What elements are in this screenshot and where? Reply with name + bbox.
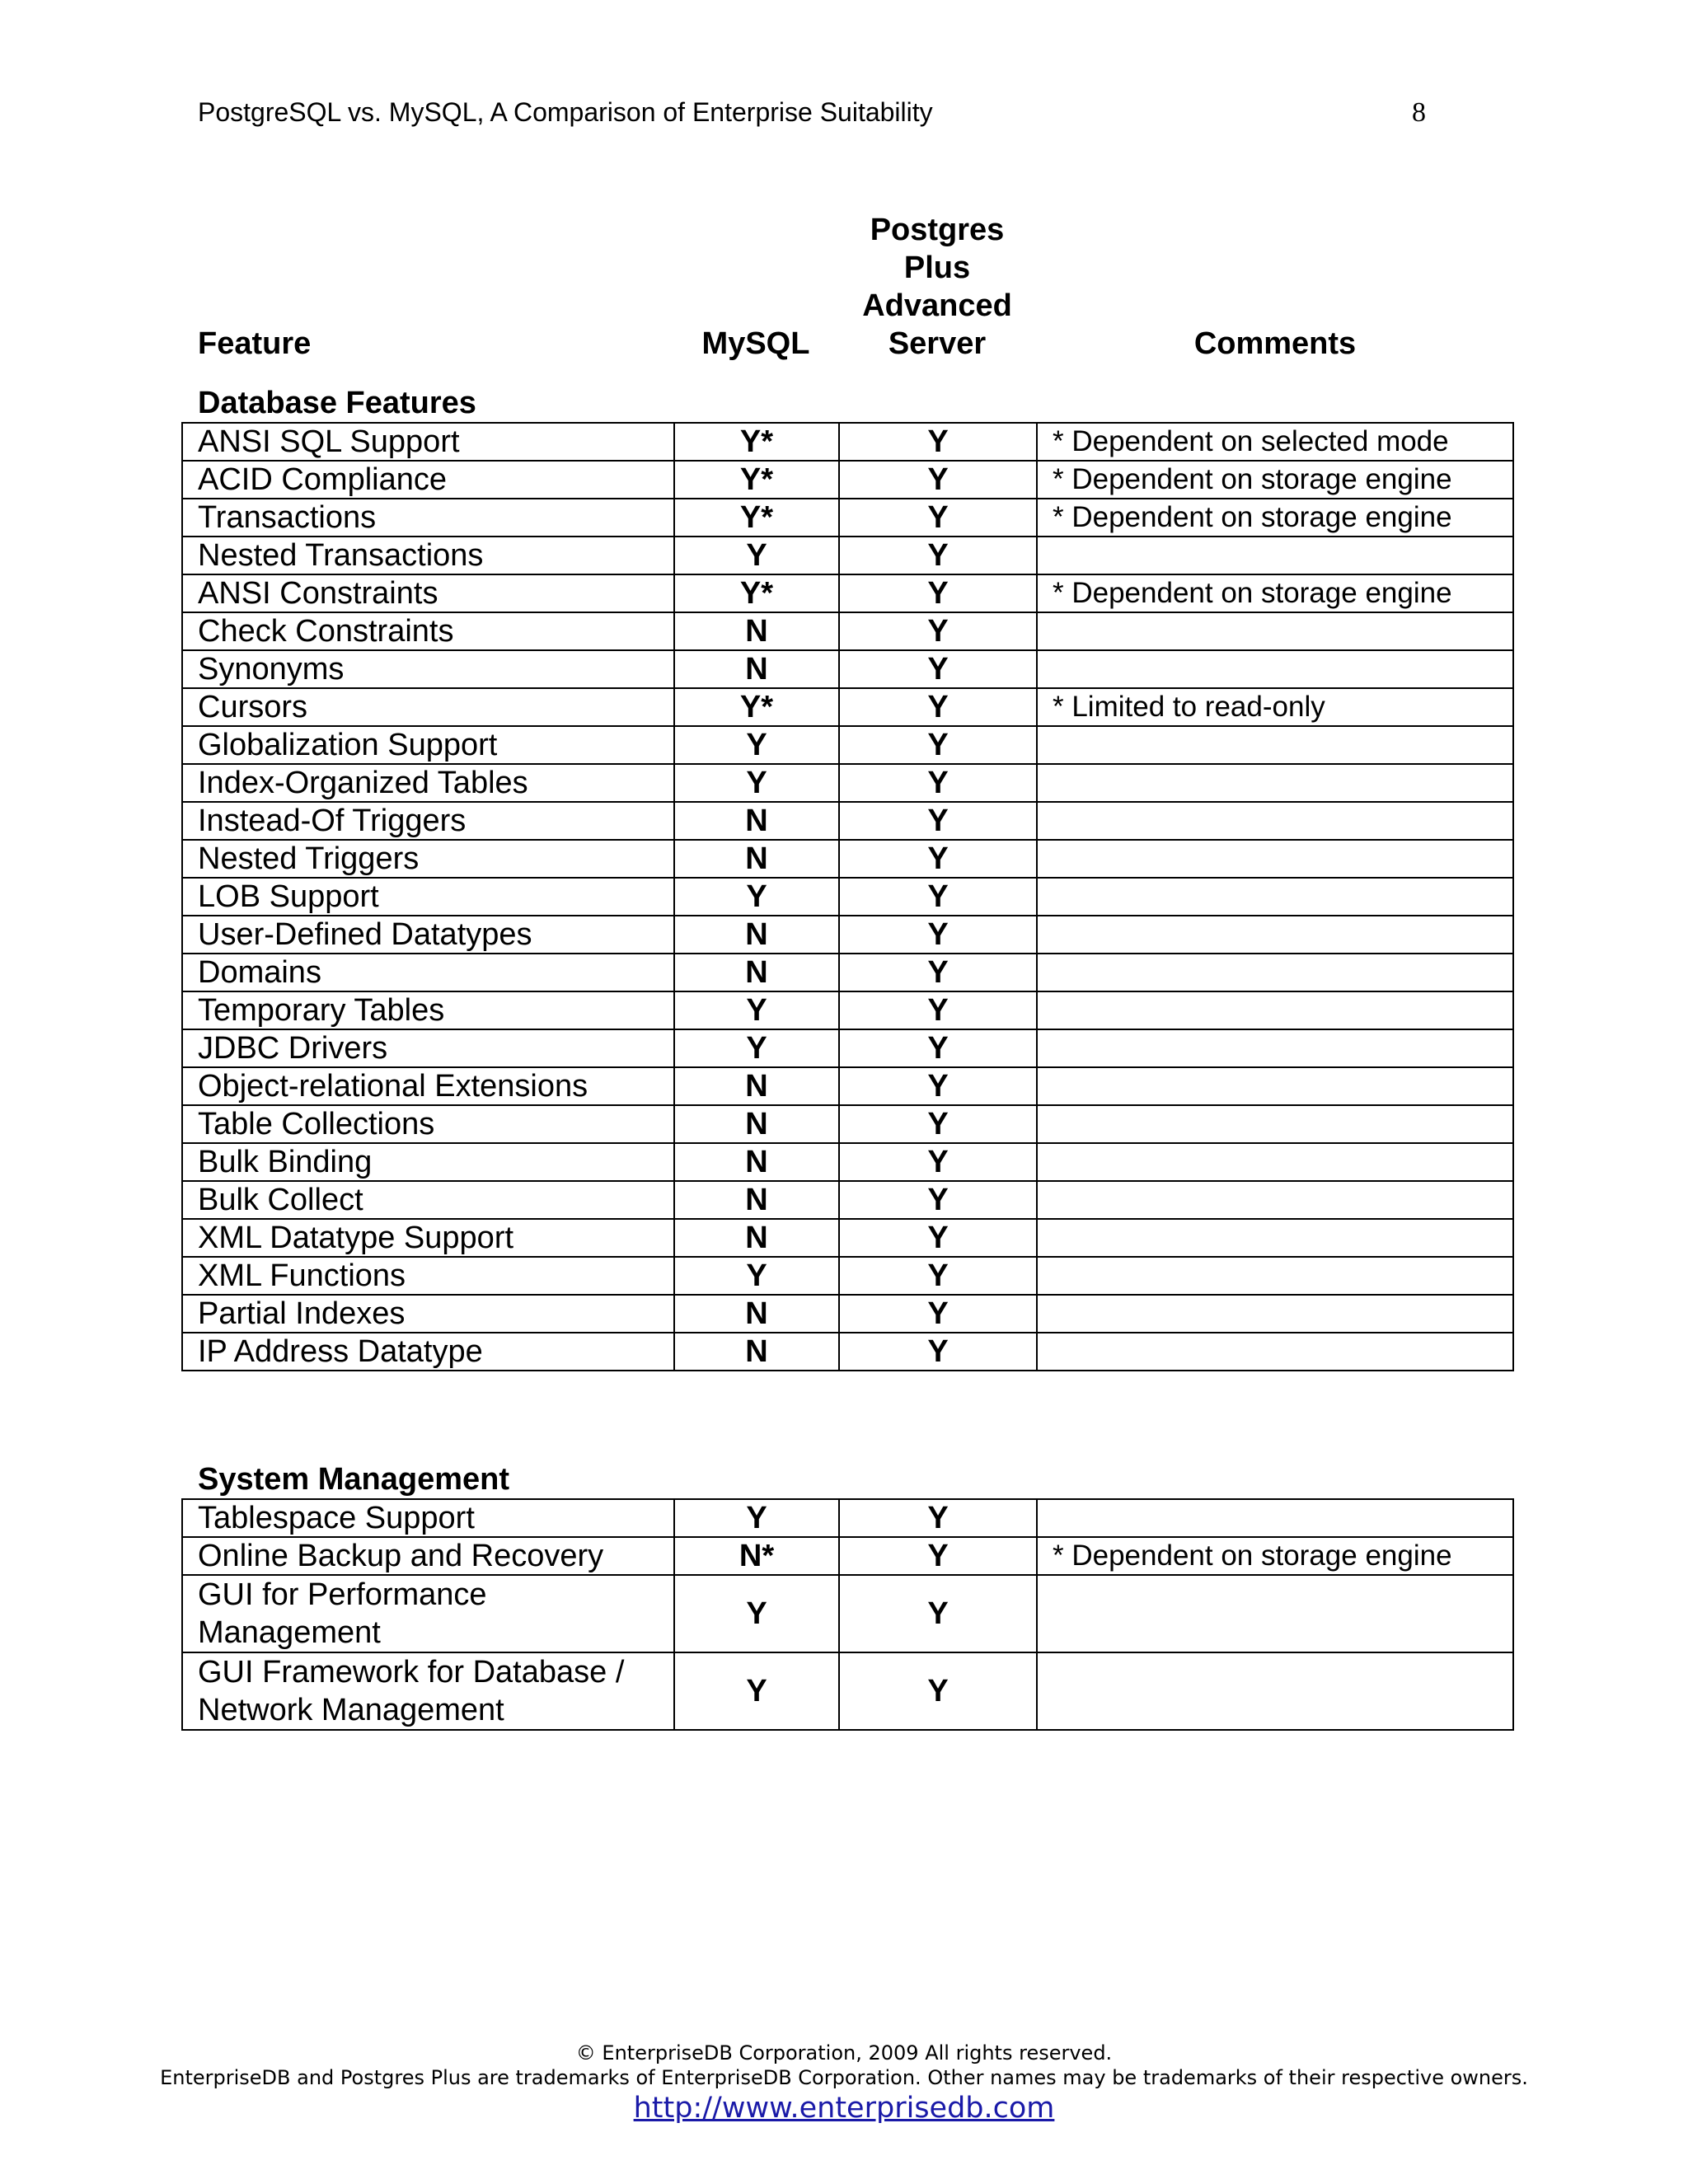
table-row	[182, 1257, 1513, 1295]
table-row	[182, 1181, 1513, 1219]
table-row	[182, 991, 1513, 1029]
table-row	[182, 1499, 1513, 1537]
table-row	[182, 650, 1513, 688]
comment-cell	[1037, 1333, 1513, 1371]
column-header-line: Server	[888, 326, 987, 361]
postgres-plus-value-cell: Y	[839, 1181, 1037, 1219]
postgres-plus-value-cell: Y	[839, 499, 1037, 537]
table-row	[182, 1537, 1513, 1575]
mysql-value-cell: N	[674, 954, 839, 991]
comment-cell	[1037, 612, 1513, 650]
mysql-value-cell: N	[674, 650, 839, 688]
comment-cell	[1037, 1029, 1513, 1067]
postgres-plus-value-cell: Y	[839, 1257, 1037, 1295]
postgres-plus-value-cell: Y	[839, 612, 1037, 650]
table-row	[182, 726, 1513, 764]
running-header	[198, 97, 1434, 135]
feature-cell: ANSI Constraints	[182, 574, 674, 612]
comment-cell	[1037, 802, 1513, 840]
column-header-line: Advanced	[862, 288, 1012, 323]
postgres-plus-value-cell: Y	[839, 840, 1037, 878]
document-title: PostgreSQL vs. MySQL, A Comparison of Enterprise Suitability	[198, 97, 933, 127]
feature-cell: Temporary Tables	[182, 991, 674, 1029]
table-row	[182, 499, 1513, 537]
postgres-plus-value-cell: Y	[839, 1333, 1037, 1371]
feature-cell: Tablespace Support	[182, 1499, 674, 1537]
feature-cell: XML Datatype Support	[182, 1219, 674, 1257]
postgres-plus-value-cell: Y	[839, 688, 1037, 726]
mysql-value-cell: N	[674, 1333, 839, 1371]
column-header-line: Plus	[903, 251, 971, 285]
table-row	[182, 612, 1513, 650]
feature-cell: Domains	[182, 954, 674, 991]
feature-cell: XML Functions	[182, 1257, 674, 1295]
postgres-plus-value-cell: Y	[839, 1067, 1037, 1105]
comment-cell	[1037, 726, 1513, 764]
comment-cell	[1037, 764, 1513, 802]
postgres-plus-value-cell: Y	[839, 1575, 1037, 1652]
comment-cell	[1037, 537, 1513, 574]
comment-cell	[1037, 954, 1513, 991]
feature-cell: Transactions	[182, 499, 674, 537]
feature-cell: Nested Transactions	[182, 537, 674, 574]
comment-cell	[1037, 1219, 1513, 1257]
mysql-value-cell: Y*	[674, 688, 839, 726]
table-row	[182, 537, 1513, 574]
feature-cell: JDBC Drivers	[182, 1029, 674, 1067]
comment-cell	[1037, 878, 1513, 916]
feature-cell: Bulk Collect	[182, 1181, 674, 1219]
section-title-database-features: Database Features	[198, 386, 476, 420]
mysql-value-cell: Y	[674, 1575, 839, 1652]
postgres-plus-value-cell: Y	[839, 991, 1037, 1029]
postgres-plus-value-cell: Y	[839, 878, 1037, 916]
postgres-plus-value-cell: Y	[839, 1499, 1037, 1537]
feature-cell: IP Address Datatype	[182, 1333, 674, 1371]
feature-cell: Online Backup and Recovery	[182, 1537, 674, 1575]
postgres-plus-value-cell: Y	[839, 423, 1037, 461]
mysql-value-cell: Y	[674, 726, 839, 764]
feature-cell: Synonyms	[182, 650, 674, 688]
postgres-plus-value-cell: Y	[839, 764, 1037, 802]
comment-cell: * Dependent on storage engine	[1037, 574, 1513, 612]
feature-cell: Object-relational Extensions	[182, 1067, 674, 1105]
feature-cell: Bulk Binding	[182, 1143, 674, 1181]
feature-cell: ANSI SQL Support	[182, 423, 674, 461]
column-header-postgres-plus	[838, 211, 1036, 363]
mysql-value-cell: Y*	[674, 499, 839, 537]
copyright-notice: © EnterpriseDB Corporation, 2009 All rights reserved.	[575, 2041, 1113, 2064]
comment-cell: * Limited to read-only	[1037, 688, 1513, 726]
feature-cell: Index-Organized Tables	[182, 764, 674, 802]
trademark-notice: EnterpriseDB and Postgres Plus are trademarks of EnterpriseDB Corporation. Other names may be trademarks of their respective owners.	[160, 2066, 1528, 2089]
table-row	[182, 1105, 1513, 1143]
mysql-value-cell: Y	[674, 991, 839, 1029]
comment-cell: * Dependent on storage engine	[1037, 461, 1513, 499]
comment-cell	[1037, 1257, 1513, 1295]
mysql-value-cell: N*	[674, 1537, 839, 1575]
mysql-value-cell: N	[674, 802, 839, 840]
comment-cell: * Dependent on selected mode	[1037, 423, 1513, 461]
postgres-plus-value-cell: Y	[839, 650, 1037, 688]
table-row	[182, 1575, 1513, 1652]
mysql-value-cell: Y	[674, 878, 839, 916]
feature-cell: GUI Framework for Database / Network Management	[182, 1652, 674, 1730]
page-footer	[0, 2041, 1688, 2126]
table-row	[182, 764, 1513, 802]
database-features-table	[181, 422, 1514, 1371]
comment-cell: * Dependent on storage engine	[1037, 499, 1513, 537]
mysql-value-cell: Y	[674, 1652, 839, 1730]
postgres-plus-value-cell: Y	[839, 1652, 1037, 1730]
feature-cell: Check Constraints	[182, 612, 674, 650]
mysql-value-cell: Y	[674, 1499, 839, 1537]
table-row	[182, 954, 1513, 991]
comment-cell	[1037, 1105, 1513, 1143]
postgres-plus-value-cell: Y	[839, 1105, 1037, 1143]
feature-cell: LOB Support	[182, 878, 674, 916]
mysql-value-cell: N	[674, 1067, 839, 1105]
postgres-plus-value-cell: Y	[839, 1295, 1037, 1333]
table-row	[182, 1219, 1513, 1257]
comment-cell	[1037, 650, 1513, 688]
table-row	[182, 878, 1513, 916]
table-row	[182, 461, 1513, 499]
system-management-table	[181, 1498, 1514, 1731]
comment-cell	[1037, 1143, 1513, 1181]
postgres-plus-value-cell: Y	[839, 802, 1037, 840]
website-link[interactable]: http://www.enterprisedb.com	[633, 2092, 1055, 2125]
comment-cell	[1037, 1575, 1513, 1652]
column-header-mysql: MySQL	[701, 326, 810, 361]
mysql-value-cell: N	[674, 916, 839, 954]
feature-cell: Partial Indexes	[182, 1295, 674, 1333]
postgres-plus-value-cell: Y	[839, 954, 1037, 991]
postgres-plus-value-cell: Y	[839, 1029, 1037, 1067]
column-header-feature: Feature	[198, 326, 312, 361]
table-row	[182, 1067, 1513, 1105]
column-headers	[181, 206, 1512, 363]
page-number: 8	[1412, 97, 1426, 128]
table-row	[182, 1029, 1513, 1067]
comment-cell: * Dependent on storage engine	[1037, 1537, 1513, 1575]
comment-cell	[1037, 1652, 1513, 1730]
table-row	[182, 1143, 1513, 1181]
mysql-value-cell: Y	[674, 1029, 839, 1067]
table-row	[182, 1295, 1513, 1333]
comment-cell	[1037, 840, 1513, 878]
table-row	[182, 802, 1513, 840]
postgres-plus-value-cell: Y	[839, 537, 1037, 574]
postgres-plus-value-cell: Y	[839, 916, 1037, 954]
table-row	[182, 840, 1513, 878]
postgres-plus-value-cell: Y	[839, 1537, 1037, 1575]
feature-cell: Instead-Of Triggers	[182, 802, 674, 840]
postgres-plus-value-cell: Y	[839, 1219, 1037, 1257]
comment-cell	[1037, 1067, 1513, 1105]
mysql-value-cell: N	[674, 1181, 839, 1219]
table-row	[182, 574, 1513, 612]
mysql-value-cell: N	[674, 1105, 839, 1143]
table-row	[182, 1652, 1513, 1730]
table-row	[182, 1333, 1513, 1371]
feature-cell: User-Defined Datatypes	[182, 916, 674, 954]
mysql-value-cell: N	[674, 1219, 839, 1257]
mysql-value-cell: Y	[674, 1257, 839, 1295]
table-row	[182, 423, 1513, 461]
feature-cell: Globalization Support	[182, 726, 674, 764]
table-row	[182, 688, 1513, 726]
mysql-value-cell: Y*	[674, 574, 839, 612]
mysql-value-cell: N	[674, 1143, 839, 1181]
table-row	[182, 916, 1513, 954]
feature-cell: Nested Triggers	[182, 840, 674, 878]
feature-cell: ACID Compliance	[182, 461, 674, 499]
mysql-value-cell: N	[674, 1295, 839, 1333]
mysql-value-cell: Y	[674, 764, 839, 802]
column-header-comments: Comments	[1193, 326, 1357, 361]
mysql-value-cell: Y	[674, 537, 839, 574]
comment-cell	[1037, 1295, 1513, 1333]
comment-cell	[1037, 991, 1513, 1029]
section-title-system-management: System Management	[198, 1462, 510, 1497]
mysql-value-cell: N	[674, 612, 839, 650]
comment-cell	[1037, 1499, 1513, 1537]
postgres-plus-value-cell: Y	[839, 574, 1037, 612]
comment-cell	[1037, 1181, 1513, 1219]
postgres-plus-value-cell: Y	[839, 726, 1037, 764]
feature-cell: Table Collections	[182, 1105, 674, 1143]
mysql-value-cell: Y*	[674, 423, 839, 461]
postgres-plus-value-cell: Y	[839, 461, 1037, 499]
column-header-line: Postgres	[870, 213, 1005, 247]
mysql-value-cell: N	[674, 840, 839, 878]
feature-cell: Cursors	[182, 688, 674, 726]
mysql-value-cell: Y*	[674, 461, 839, 499]
feature-cell: GUI for Performance Management	[182, 1575, 674, 1652]
comment-cell	[1037, 916, 1513, 954]
postgres-plus-value-cell: Y	[839, 1143, 1037, 1181]
